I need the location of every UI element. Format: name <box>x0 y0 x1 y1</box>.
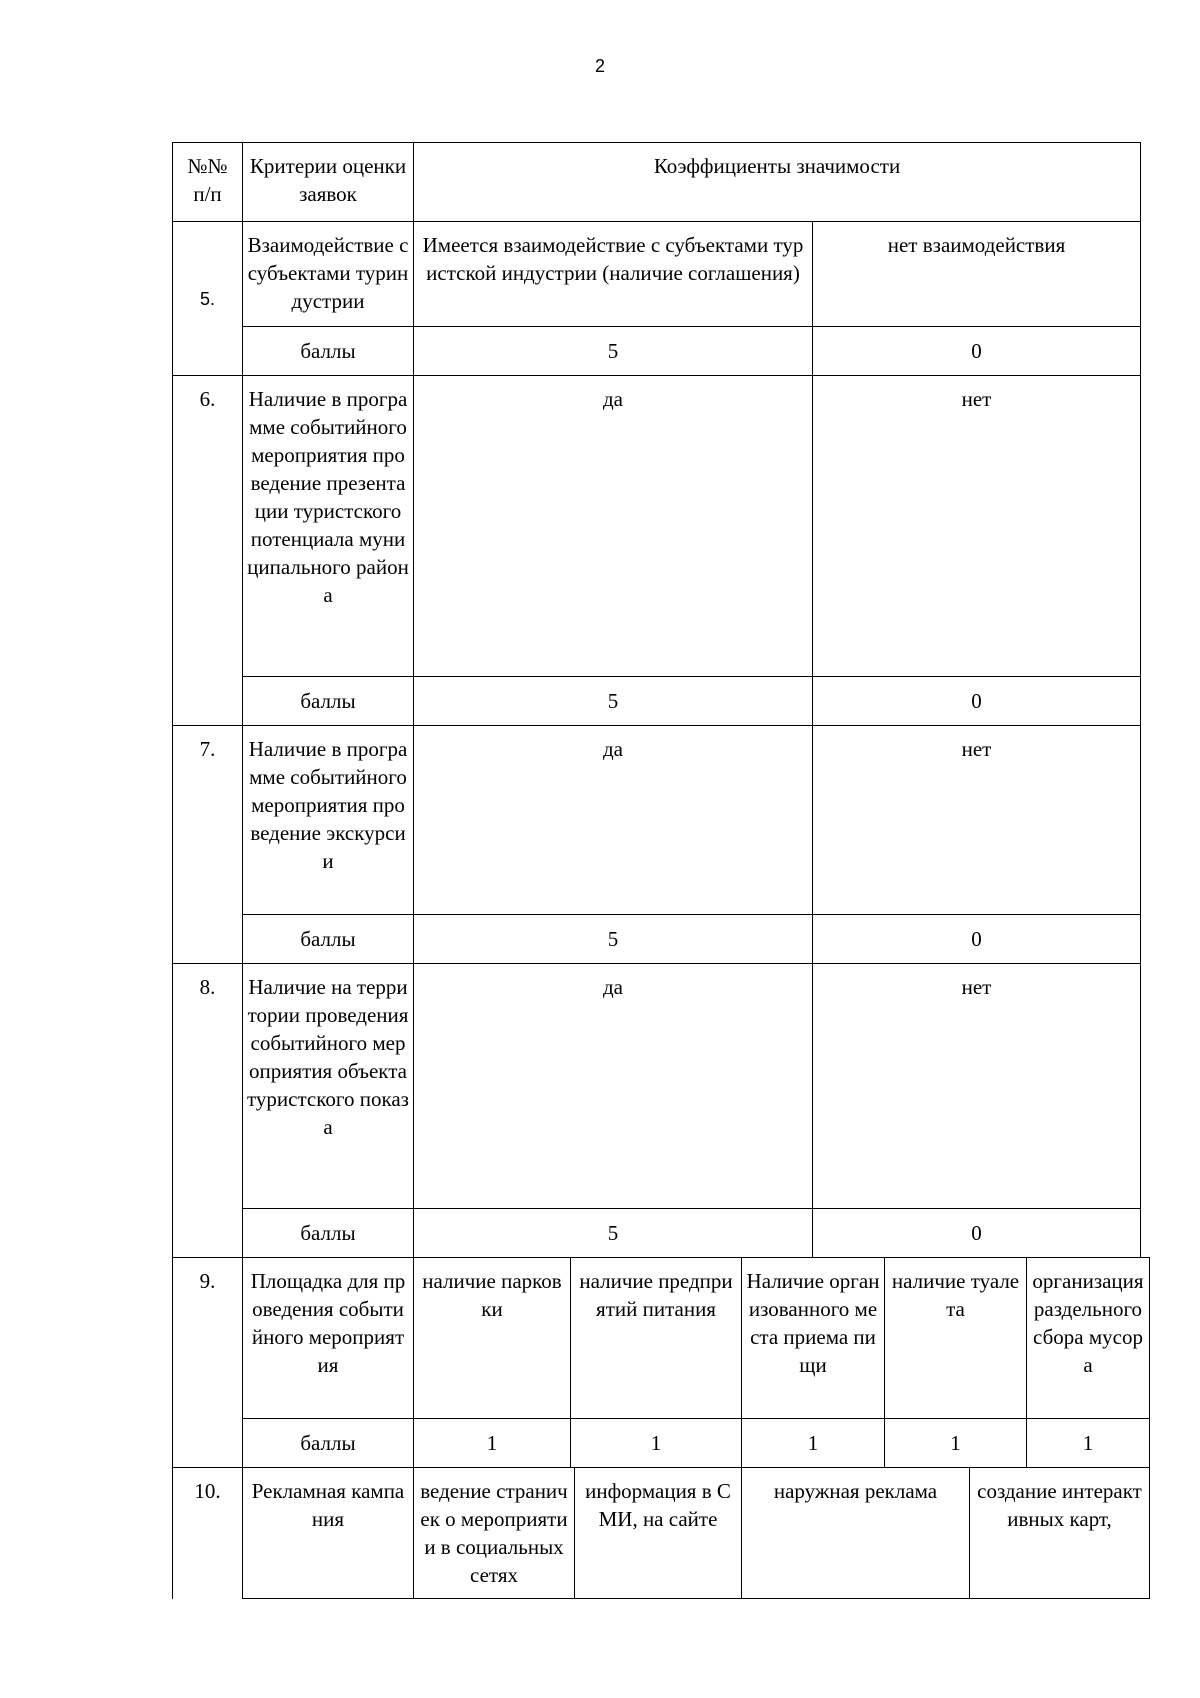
score-value: 0 <box>813 915 1141 964</box>
score-row <box>173 1419 1150 1468</box>
option-text: нет <box>813 726 1141 915</box>
option-text: нет <box>813 964 1141 1209</box>
criterion-text: Взаимодействие с субъектами туриндустрии <box>243 222 414 327</box>
score-value: 5 <box>414 677 813 726</box>
criterion-text: Площадка для проведения событийного мероприятия <box>243 1258 414 1419</box>
score-value: 5 <box>414 327 813 376</box>
option-text: ведение страничек о мероприятии в социальных сетях <box>414 1468 575 1599</box>
option-text: наличие парковки <box>414 1258 571 1419</box>
table-row <box>173 726 1150 915</box>
header-coefficients: Коэффициенты значимости <box>414 143 1141 222</box>
score-label: баллы <box>243 327 414 376</box>
criteria-table <box>172 142 1150 1599</box>
option-text: да <box>414 964 813 1209</box>
score-value: 5 <box>414 915 813 964</box>
option-text: наружная реклама <box>742 1468 970 1599</box>
table-row <box>173 964 1150 1209</box>
score-label: баллы <box>243 1419 414 1468</box>
row-number: 6. <box>173 376 243 726</box>
table-header-row <box>173 143 1150 222</box>
row-number: 7. <box>173 726 243 964</box>
option-text: да <box>414 376 813 677</box>
score-value: 1 <box>414 1419 571 1468</box>
option-text: наличие туалета <box>885 1258 1027 1419</box>
criterion-text: Наличие на территории проведения событийного мероприятия объекта туристского показа <box>243 964 414 1209</box>
option-text: организация раздельного сбора мусора <box>1027 1258 1150 1419</box>
option-text: нет <box>813 376 1141 677</box>
table-row <box>173 1258 1150 1419</box>
option-text: наличие предприятий питания <box>571 1258 742 1419</box>
row-number: 5. <box>173 222 243 376</box>
score-value: 0 <box>813 677 1141 726</box>
score-row <box>173 915 1150 964</box>
score-row <box>173 1209 1150 1258</box>
score-value: 0 <box>813 1209 1141 1258</box>
score-value: 0 <box>813 327 1141 376</box>
score-row <box>173 327 1150 376</box>
score-value: 1 <box>571 1419 742 1468</box>
row-number: 8. <box>173 964 243 1258</box>
criterion-text: Рекламная кампания <box>243 1468 414 1599</box>
table-row <box>173 1468 1150 1599</box>
page-number: 2 <box>594 56 605 76</box>
score-value: 1 <box>1027 1419 1150 1468</box>
score-label: баллы <box>243 1209 414 1258</box>
score-row <box>173 677 1150 726</box>
score-value: 5 <box>414 1209 813 1258</box>
row-number: 9. <box>173 1258 243 1468</box>
table-row <box>173 376 1150 677</box>
header-criteria: Критерии оценки заявок <box>243 143 414 222</box>
row-number: 10. <box>173 1468 243 1599</box>
score-label: баллы <box>243 677 414 726</box>
header-num: №№ п/п <box>173 143 243 222</box>
score-value: 1 <box>885 1419 1027 1468</box>
option-text: информация в СМИ, на сайте <box>575 1468 742 1599</box>
option-text: да <box>414 726 813 915</box>
criterion-text: Наличие в программе событийного мероприятия проведение экскурсии <box>243 726 414 915</box>
score-value: 1 <box>742 1419 885 1468</box>
score-label: баллы <box>243 915 414 964</box>
option-text: создание интерактивных карт, <box>970 1468 1150 1599</box>
criterion-text: Наличие в программе событийного мероприятия проведение презентации туристского потенциала муниципального района <box>243 376 414 677</box>
option-text: Наличие организованного места приема пищи <box>742 1258 885 1419</box>
option-text: Имеется взаимодействие с субъектами туристской индустрии (наличие соглашения) <box>414 222 813 327</box>
table-row <box>173 222 1150 327</box>
option-text: нет взаимодействия <box>813 222 1141 327</box>
